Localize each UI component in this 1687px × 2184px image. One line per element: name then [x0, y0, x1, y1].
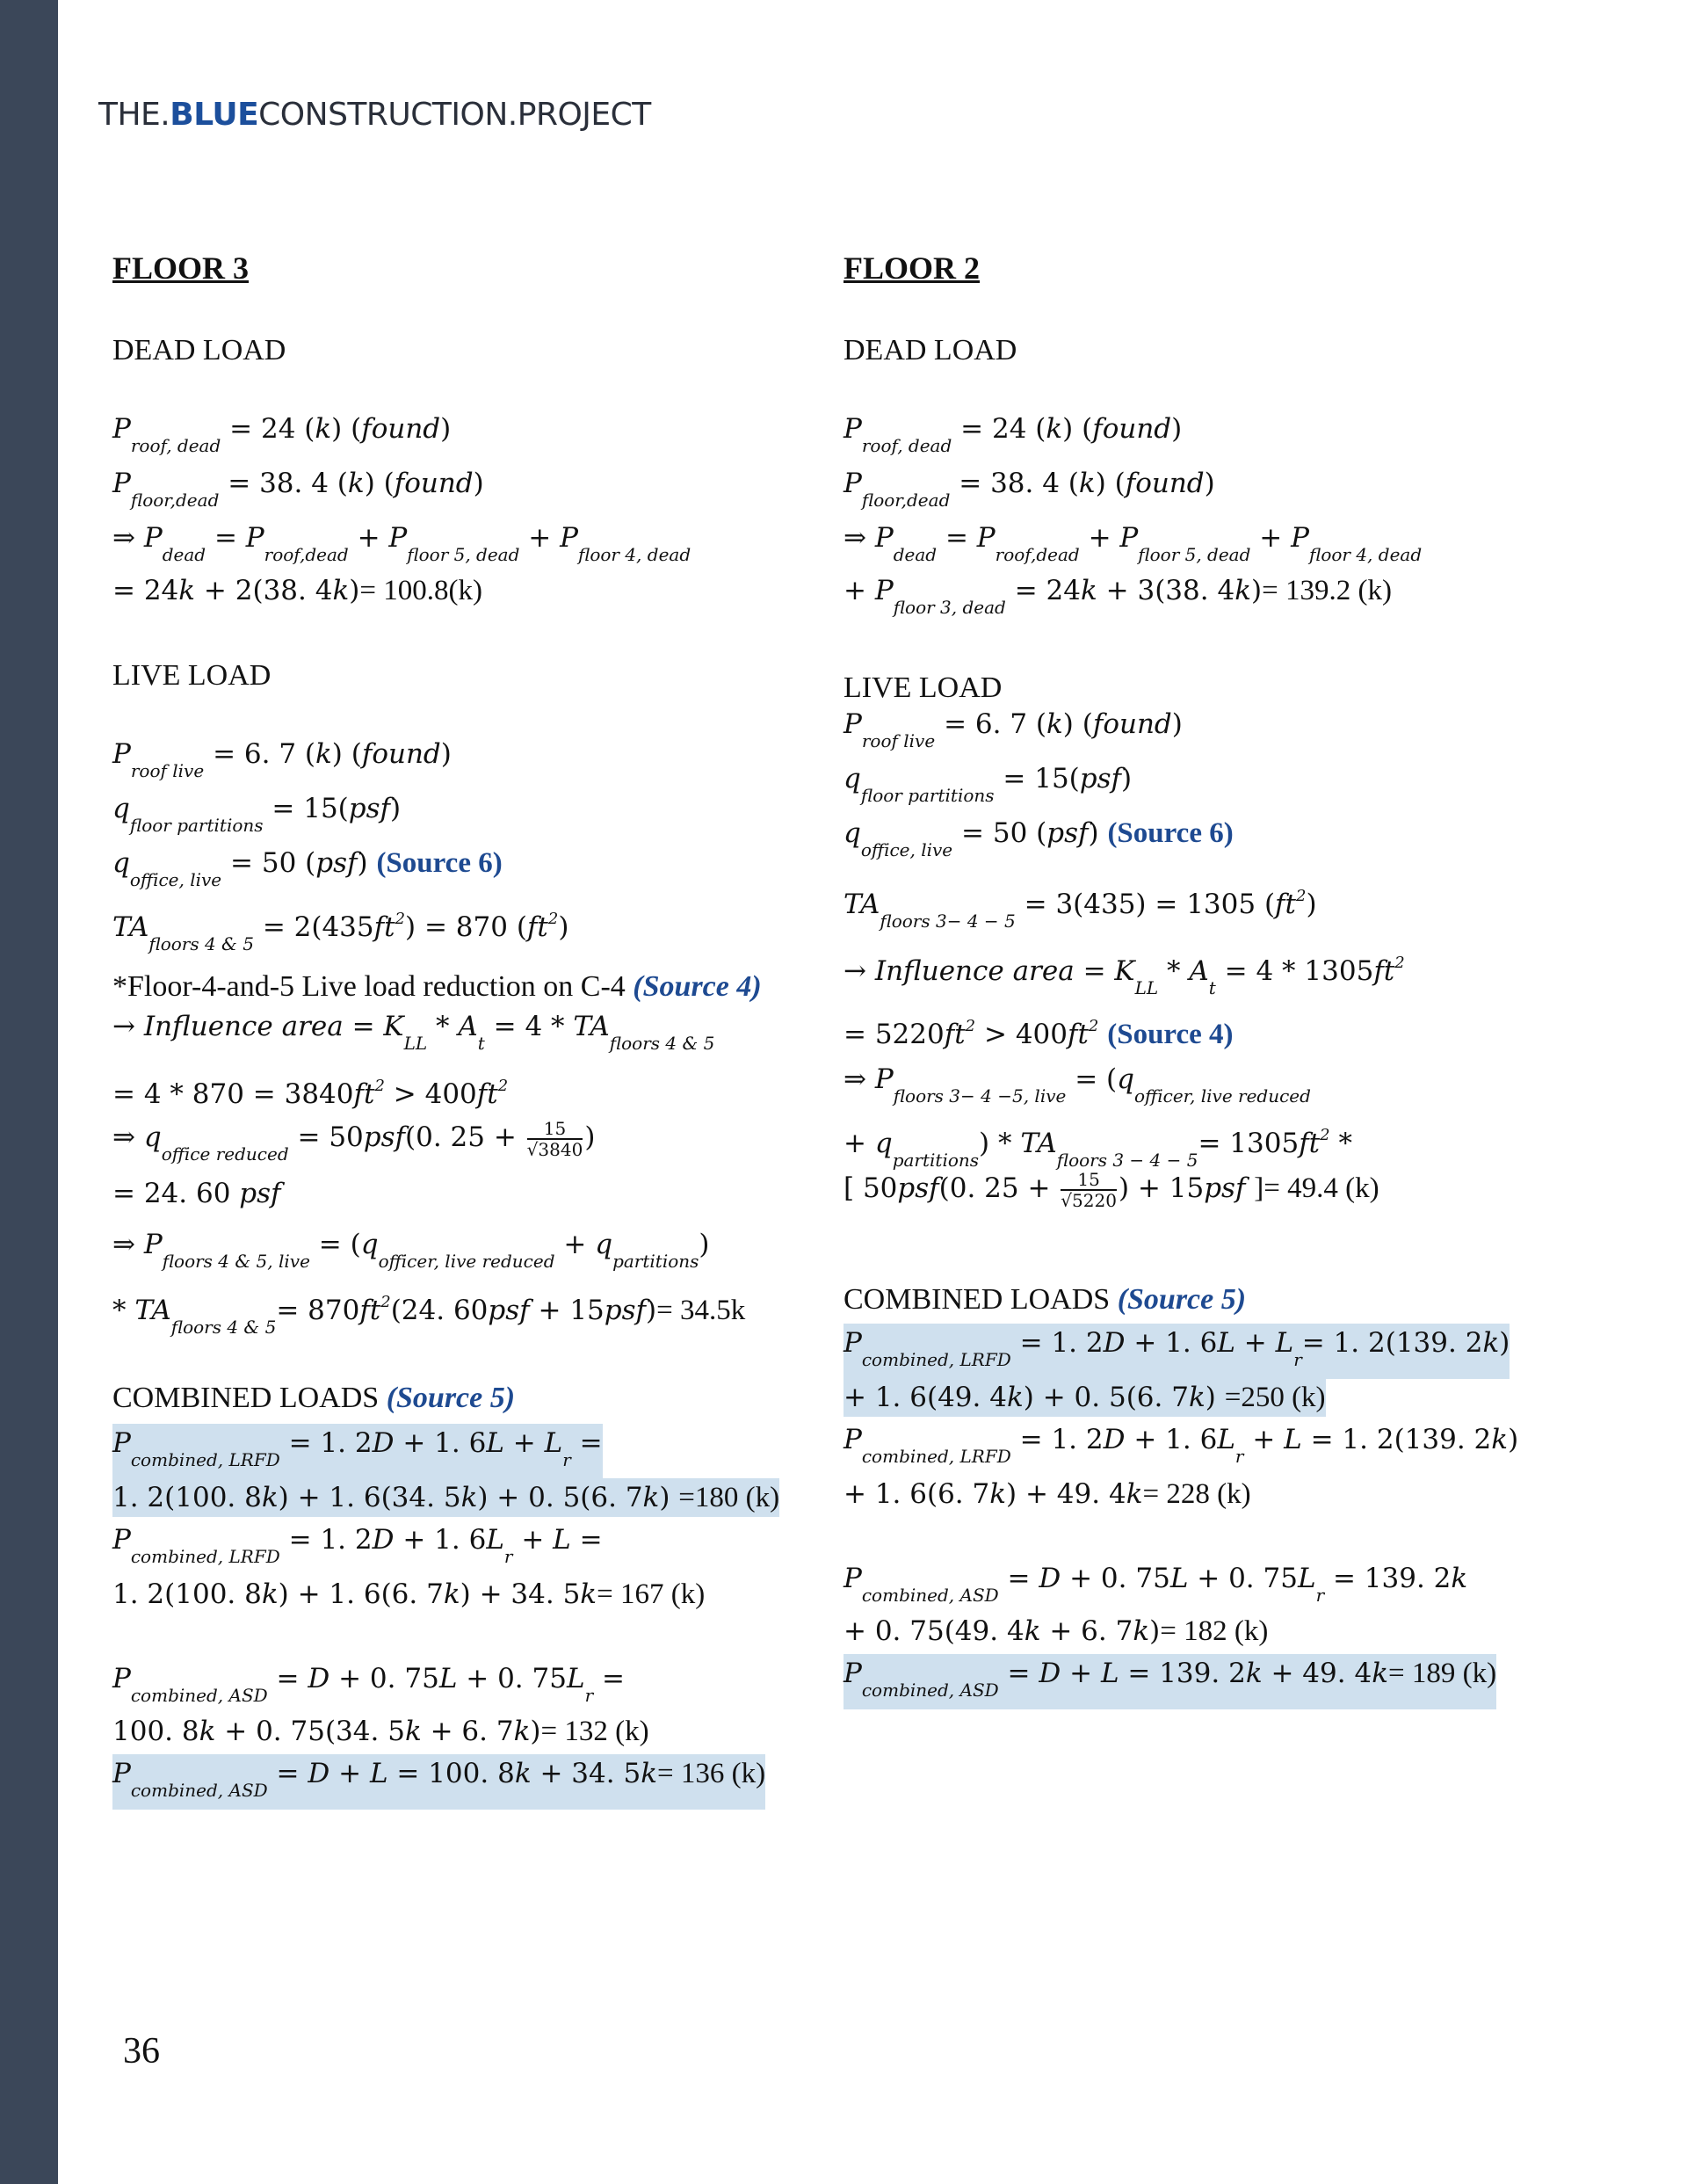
- eq-lrfd-2b: 1. 2(100. 8k) + 1. 6(6. 7k) + 34. 5k= 167 (k): [112, 1578, 706, 1610]
- eq-lrfd-1a: $P_{combined, LRFD} = 1$. 2D + 1. $6L + L_r$ =: [112, 1424, 603, 1479]
- live-load-label: LIVE LOAD: [844, 671, 1003, 704]
- live-load-label: LIVE LOAD: [112, 659, 272, 692]
- eq-live-sum: ⇒ $P_{floors 4 \& 5, live} = (q_{officer, live reduced} + q_{partitions})$: [112, 1229, 710, 1272]
- floor-2-heading: FLOOR 2: [844, 250, 981, 286]
- eq-influence-area: → Influence area = $K_{LL} * A_t = 4 * 1305ft^2$: [844, 954, 1405, 998]
- eq-roof-live: $P_{roof live} = 6$. 7 (k) (found): [112, 738, 452, 781]
- eq-q-reduced-result: = 24. 60 psf: [112, 1178, 281, 1209]
- eq-asd-1b: 100. 8k + 0. 75(34. 5k + 6. 7k)= 132 (k): [112, 1716, 649, 1747]
- eq-dead-sum: ⇒ $P_{dead} = P_{roof,dead} + P_{floor 5, dead} + P_{floor 4, dead}$: [112, 522, 691, 565]
- eq-lrfd-2a: $P_{combined, LRFD} = 1$. 2D + 1. $6L_r + L = 1$. 2(139. 2k): [844, 1424, 1519, 1467]
- floor-2-column: [844, 250, 1546, 1701]
- floor-3-heading: FLOOR 3: [112, 250, 250, 286]
- eq-ta-floors: $TA_{floors 3- 4 - 5} = 3(435) = 1305$ $(ft^2)$: [844, 887, 1317, 932]
- eq-lrfd-1b: + 1. 6(49. 4k) + 0. 5(6. 7k) =250 (k): [844, 1378, 1326, 1417]
- eq-partitions: $q_{floor partitions} = 15(psf)$: [844, 763, 1133, 806]
- eq-office-live: $q_{office, live} = 50$ (psf) (Source 6): [844, 817, 1234, 860]
- eq-live-result: * $TA_{floors 4 \& 5}= 870ft^2(24$. 60psf + 15psf)= 34.5k: [112, 1293, 746, 1338]
- combined-loads-label: COMBINED LOADS (Source 5): [112, 1382, 516, 1414]
- eq-q-reduced: ⇒ $q_{office reduced} = 50psf(0$. 25 + $\frac{15}{√3840}$ ): [112, 1117, 596, 1165]
- eq-influence-area: → Influence area = $K_{LL} * A_t = 4 * TA_{floors 4 \& 5}$: [112, 1011, 715, 1054]
- dead-load-label: DEAD LOAD: [844, 334, 1017, 366]
- eq-lrfd-1b: 1. 2(100. 8k) + 1. 6(34. 5k) + 0. 5(6. 7k) =180 (k): [112, 1478, 779, 1517]
- eq-asd-2: $P_{combined, ASD} = D + L = 100$. 8k + 34. 5k= 136 (k): [112, 1754, 765, 1810]
- sidebar-strip: [0, 0, 58, 2184]
- eq-influence-result: = $4 * 870 = 3840ft^2 > 400ft^2$: [112, 1077, 509, 1110]
- eq-floor-dead: $P_{floor,dead} = 38$. 4 (k) (found): [844, 468, 1215, 511]
- eq-live-sum-a: ⇒ $P_{floors 3- 4 -5, live} = (q_{officer, live reduced}$: [844, 1063, 1311, 1107]
- brand-logo: THE.BLUECONSTRUCTION.PROJECT: [98, 97, 651, 133]
- page-number: 36: [123, 2031, 160, 2072]
- eq-live-result: [ 50psf(0. 25 + $\frac{15}{√5220}$ ) + 15psf ]= 49.4 (k): [844, 1168, 1379, 1211]
- eq-lrfd-1a: $P_{combined, LRFD} = 1$. 2D + 1. $6L + L_r= 1$. 2(139. 2k): [844, 1324, 1510, 1379]
- combined-loads-label: COMBINED LOADS (Source 5): [844, 1283, 1247, 1316]
- eq-dead-result: + $P_{floor 3, dead} = 24k + 3(38$. 4k)= 139.2 (k): [844, 575, 1392, 618]
- eq-office-live: $q_{office, live} = 50$ (psf) (Source 6): [112, 847, 503, 890]
- eq-lrfd-2b: + 1. 6(6. 7k) + 49. 4k= 228 (k): [844, 1478, 1251, 1510]
- dead-load-label: DEAD LOAD: [112, 334, 286, 366]
- live-reduction-note: *Floor-4-and-5 Live load reduction on C-4 (Source 4): [112, 970, 762, 1003]
- eq-partitions: $q_{floor partitions} = 15(psf)$: [112, 793, 402, 836]
- eq-asd-1a: $P_{combined, ASD} = D + 0$. 75L + 0. $75L_r = 139$. 2k: [844, 1563, 1468, 1606]
- eq-live-sum-b: + $q_{partitions}) * TA_{floors 3 - 4 - 5}= 1305ft^2$ *: [844, 1126, 1352, 1171]
- eq-roof-dead: $P_{roof, dead} = 24$ (k) (found): [844, 413, 1183, 456]
- eq-dead-result: = 24k + 2(38. 4k)= 100.8(k): [112, 575, 482, 606]
- eq-asd-2: $P_{combined, ASD} = D + L = 139$. 2k + 49. 4k= 189 (k): [844, 1654, 1496, 1709]
- eq-roof-live: $P_{roof live} = 6$. 7 (k) (found): [844, 708, 1183, 751]
- floor-3-column: [112, 250, 798, 1801]
- eq-asd-1b: + 0. 75(49. 4k + 6. 7k)= 182 (k): [844, 1615, 1269, 1647]
- eq-lrfd-2a: $P_{combined, LRFD} = 1$. 2D + 1. $6L_r + L$ =: [112, 1524, 603, 1567]
- eq-influence-result: = $5220ft^2 > 400ft^2$ (Source 4): [844, 1017, 1234, 1050]
- eq-floor-dead: $P_{floor,dead} = 38$. 4 (k) (found): [112, 468, 484, 511]
- eq-asd-1a: $P_{combined, ASD} = D + 0$. 75L + 0. $75L_r$ =: [112, 1663, 625, 1706]
- eq-dead-sum: ⇒ $P_{dead} = P_{roof,dead} + P_{floor 5, dead} + P_{floor 4, dead}$: [844, 522, 1423, 565]
- eq-ta-floors: $TA_{floors 4 \& 5} = 2(435ft^2) = 870$ $(ft^2)$: [112, 910, 569, 954]
- eq-roof-dead: $P_{roof, dead} = 24$ (k) (found): [112, 413, 452, 456]
